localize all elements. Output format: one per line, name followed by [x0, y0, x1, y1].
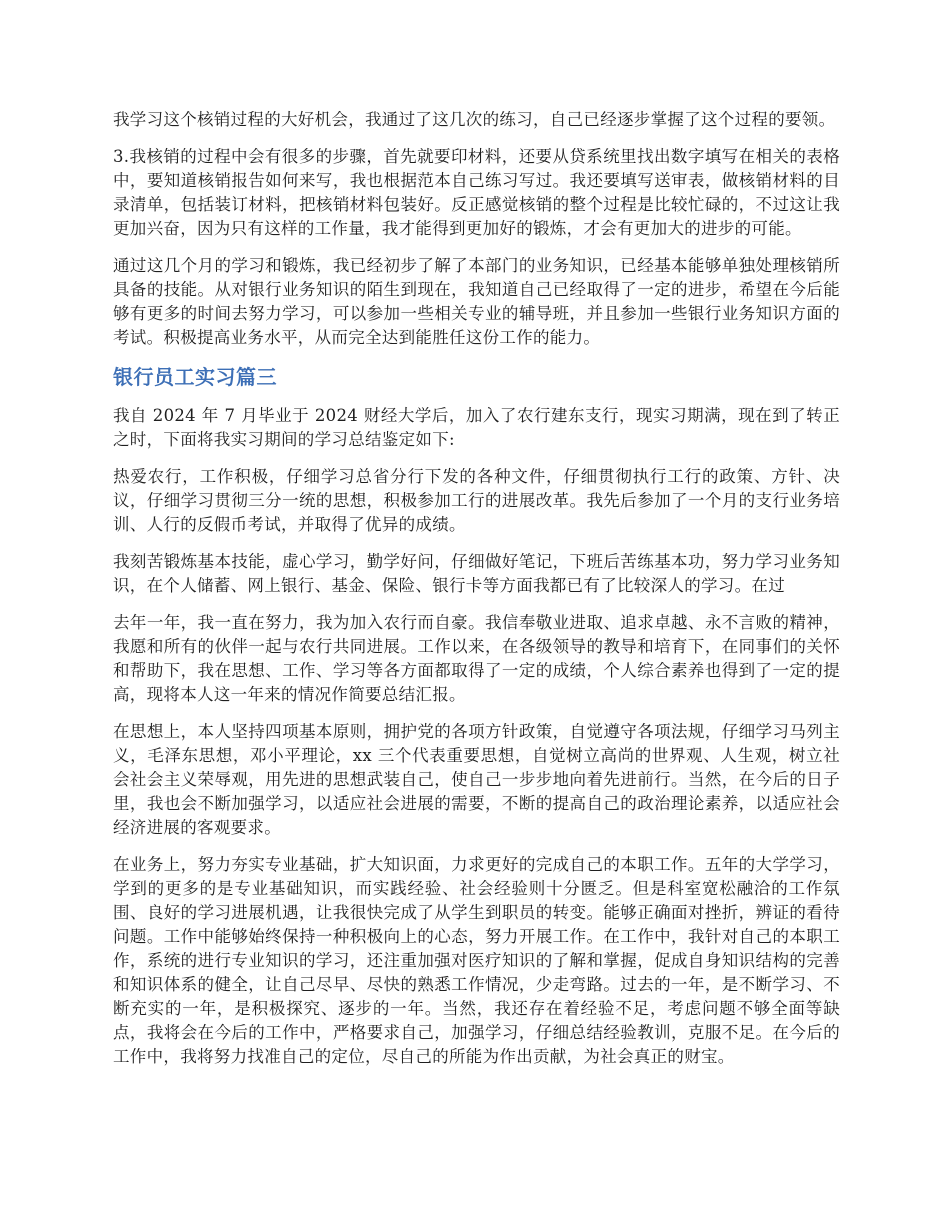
paragraph-business: 在业务上，努力夯实专业基础，扩大知识面，力求更好的完成自己的本职工作。五年的大学学习，学到的更多的是专业基础知识，而实践经验、社会经验则十分匮乏。但是科室宽松融洽的工作氛围、良好的学习进展机遇，让我很快完成了从学生到职员的转变。能够正确面对挫折，辨证的看待问题。工作中能够始终保持一种积极向上的心态，努力开展工作。在工作中，我针对自己的本职工作，系统的进行专业知识的学习，还注重加强对医疗知识的了解和掌握，促成自身知识结构的完善和知识体系的健全，让自己尽早、尽快的熟悉工作情况，少走弯路。过去的一年，是不断学习、不断充实的一年，是积极探究、逐步的一年。当然，我还存在着经验不足，考虑问题不够全面等缺点，我将会在今后的工作中，严格要求自己，加强学习，仔细总结经验教训，克服不足。在今后的工作中，我将努力找准自己的定位，尽自己的所能为作出贡献，为社会真正的财宝。: [113, 855, 840, 1066]
paragraph-writeoff-steps: 3.我核销的过程中会有很多的步骤，首先就要印材料，还要从贷系统里找出数字填写在相关的表格中，要知道核销报告如何来写，我也根据范本自己练习写过。我还要填写送审表，做核销材料的目录清单，包括装订材料，把核销材料包装好。反正感觉核销的整个过程是比较忙碌的，不过这让我更加兴奋，因为只有这样的工作量，我才能得到更加好的锻炼，才会有更加大的进步的可能。: [113, 147, 840, 238]
paragraph-love-bank: 热爱农行，工作积极，仔细学习总省分行下发的各种文件，仔细贯彻执行工行的政策、方针、决议，仔细学习贯彻三分一统的思想，积极参加工行的进展改革。我先后参加了一个月的支行业务培训、人行的反假币考试，并取得了优异的成绩。: [113, 467, 840, 534]
paragraph-basic-skills: 我刻苦锻炼基本技能，虚心学习，勤学好问，仔细做好笔记，下班后苦练基本功，努力学习业务知识，在个人储蓄、网上银行、基金、保险、银行卡等方面我都已有了比较深人的学习。在过: [113, 552, 840, 595]
paragraph-learning-summary: 通过这几个月的学习和锻炼，我已经初步了解了本部门的业务知识，已经基本能够单独处理核销所具备的技能。从对银行业务知识的陌生到现在，我知道自己已经取得了一定的进步，希望在今后能够有更多的时间去努力学习，可以参加一些相关专业的辅导班，并且参加一些银行业务知识方面的考试。积极提高业务水平，从而完全达到能胜任这份工作的能力。: [113, 256, 840, 347]
paragraph-ideology: 在思想上，本人坚持四项基本原则，拥护党的各项方针政策，自觉遵守各项法规，仔细学习马列主义，毛泽东思想，邓小平理论，xx 三个代表重要思想，自觉树立高尚的世界观、人生观，树立社会社会主义荣辱观，用先进的思想武装自己，使自己一步步地向着先进前行。当然，在今后的日子里，我也会不断加强学习，以适应社会进展的需要，不断的提高自己的政治理论素养，以适应社会经济进展的客观要求。: [113, 722, 840, 837]
paragraph-past-year: 去年一年，我一直在努力，我为加入农行而自豪。我信奉敬业进取、追求卓越、永不言败的精神，我愿和所有的伙伴一起与农行共同进展。工作以来，在各级领导的教导和培育下，在同事们的关怀和帮助下，我在思想、工作、学习等各方面都取得了一定的成绩，个人综合素养也得到了一定的提高，现将本人这一年来的情况作简要总结汇报。: [113, 613, 840, 704]
paragraph-intro: 我自 2024 年 7 月毕业于 2024 财经大学后，加入了农行建东支行，现实习期满，现在到了转正之时，下面将我实习期间的学习总结鉴定如下:: [113, 406, 840, 449]
section-heading: 银行员工实习篇三: [113, 365, 277, 389]
document-page: [113, 108, 840, 1082]
paragraph-core-process: 我学习这个核销过程的大好机会，我通过了这几次的练习，自己已经逐步掌握了这个过程的要领。: [113, 110, 836, 129]
